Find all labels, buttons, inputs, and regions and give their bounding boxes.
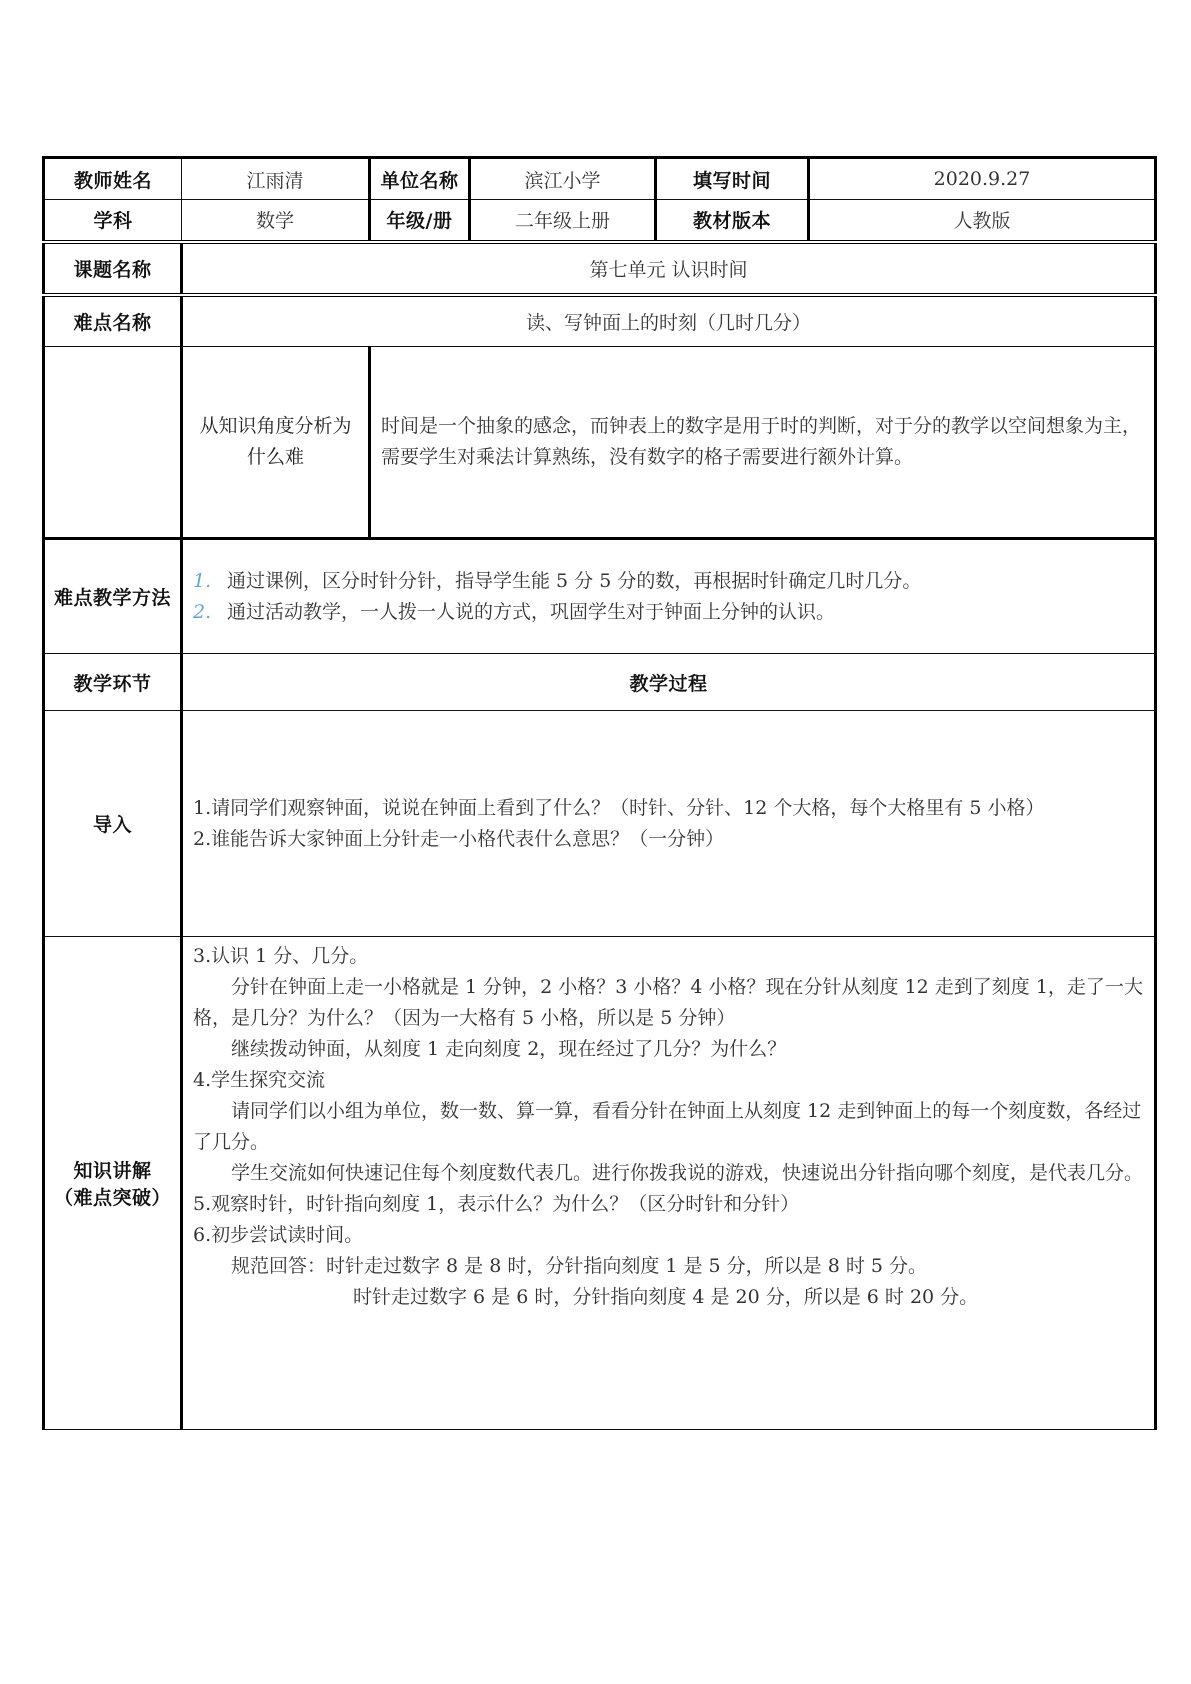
knowledge-paragraph: 6.初步尝试读时间。	[193, 1224, 364, 1246]
grade-value: 二年级上册	[470, 200, 656, 242]
knowledge-paragraph: 继续拨动钟面，从刻度 1 走向刻度 2，现在经过了几分？为什么？	[231, 1038, 787, 1060]
analysis-label: 从知识角度分析为什么难	[182, 347, 370, 539]
edition-label: 教材版本	[656, 200, 809, 242]
method-number: 1.	[193, 569, 212, 592]
process-header-row	[44, 654, 1156, 711]
lesson-plan-table	[42, 156, 1157, 1430]
method-text: 通过活动教学，一人拨一人说的方式，巩固学生对于钟面上分钟的认识。	[227, 600, 836, 623]
knowledge-row	[44, 937, 1156, 1430]
methods-row	[44, 539, 1156, 654]
knowledge-label-line: 知识讲解	[73, 1160, 152, 1182]
knowledge-content	[182, 937, 1156, 1430]
stage-header-label: 教学环节	[44, 654, 182, 711]
edition-value: 人教版	[809, 200, 1156, 242]
knowledge-label-subline: （难点突破）	[53, 1187, 171, 1209]
teacher-name-value: 江雨清	[182, 158, 370, 200]
intro-line: 1.请同学们观察钟面，说说在钟面上看到了什么？（时针、分针、12 个大格，每个大格里有 5 小格）	[193, 796, 1045, 819]
date-value: 2020.9.27	[809, 158, 1156, 200]
header-row-1	[44, 158, 1156, 200]
knowledge-paragraph: 3.认识 1 分、几分。	[193, 945, 369, 967]
topic-label: 课题名称	[44, 242, 182, 295]
topic-row	[44, 242, 1156, 295]
difficulty-label: 难点名称	[44, 295, 182, 347]
process-header-label: 教学过程	[182, 654, 1156, 711]
unit-name-value: 滨江小学	[470, 158, 656, 200]
grade-label: 年级/册	[370, 200, 470, 242]
methods-list	[182, 539, 1156, 654]
difficulty-row	[44, 295, 1156, 347]
knowledge-paragraph: 时针走过数字 6 是 6 时，分针指向刻度 4 是 20 分，所以是 6 时 20 分。	[353, 1286, 979, 1308]
teacher-name-label: 教师姓名	[44, 158, 182, 200]
methods-label: 难点教学方法	[44, 539, 182, 654]
knowledge-label	[44, 937, 182, 1430]
intro-content	[182, 711, 1156, 937]
analysis-row	[44, 347, 1156, 539]
unit-name-label: 单位名称	[370, 158, 470, 200]
date-label: 填写时间	[656, 158, 809, 200]
intro-line: 2.谁能告诉大家钟面上分针走一小格代表什么意思？（一分钟）	[193, 827, 725, 850]
method-item	[193, 597, 1144, 628]
lesson-plan-form	[42, 156, 1154, 1430]
knowledge-paragraph: 请同学们以小组为单位，数一数、算一算，看看分针在钟面上从刻度 12 走到钟面上的每一个刻度数，各经过了几分。	[193, 1100, 1142, 1153]
analysis-text: 时间是一个抽象的感念，而钟表上的数字是用于时的判断，对于分的教学以空间想象为主，需要学生对乘法计算熟练，没有数字的格子需要进行额外计算。	[370, 347, 1156, 539]
subject-value: 数学	[182, 200, 370, 242]
intro-label: 导入	[44, 711, 182, 937]
method-text: 通过课例，区分时针分针，指导学生能 5 分 5 分的数，再根据时针确定几时几分。	[227, 569, 922, 592]
method-item	[193, 566, 1144, 597]
topic-value: 第七单元 认识时间	[182, 242, 1156, 295]
knowledge-paragraph: 分针在钟面上走一小格就是 1 分钟，2 小格？3 小格？4 小格？现在分针从刻度 12 走到了刻度 1，走了一大格，是几分？为什么？（因为一大格有 5 小格，所以是 5 分钟）	[193, 976, 1143, 1029]
method-number: 2.	[193, 600, 212, 623]
header-row-2	[44, 200, 1156, 242]
knowledge-paragraph: 学生交流如何快速记住每个刻度数代表几。进行你拨我说的游戏，快速说出分针指向哪个刻度，是代表几分。	[231, 1162, 1144, 1184]
knowledge-paragraph: 4.学生探究交流	[193, 1069, 326, 1091]
subject-label: 学科	[44, 200, 182, 242]
analysis-empty-cell	[44, 347, 182, 539]
intro-row	[44, 711, 1156, 937]
knowledge-paragraph: 5.观察时针，时针指向刻度 1，表示什么？为什么？（区分时针和分针）	[193, 1193, 800, 1215]
difficulty-value: 读、写钟面上的时刻（几时几分）	[182, 295, 1156, 347]
knowledge-paragraph: 规范回答：时针走过数字 8 是 8 时，分针指向刻度 1 是 5 分，所以是 8 时 5 分。	[231, 1255, 928, 1277]
